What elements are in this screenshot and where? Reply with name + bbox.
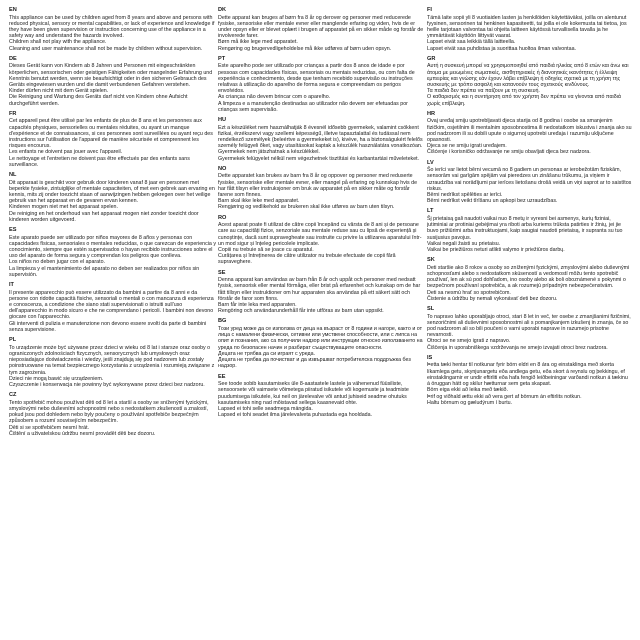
language-section-se: [218, 270, 425, 315]
language-code: HU: [218, 117, 227, 124]
language-code: NL: [9, 172, 17, 179]
warning-text: Este aparato puede ser utilizado por niños mayores de 8 años y personas con capacidades físicas, sensoriales o mentales reducidas, o que carezcan de experiencia y conocimiento, siempre que estén supervisados o hayan recibido instrucciones sobre el uso del aparato de forma segura y comprendan los peligros que conlleva. Los niños no deben jugar con el aparato. La limpieza y el mantenimiento del aparato no deben ser realizados por niños sin supervisión.: [9, 234, 216, 278]
column-middle: [218, 7, 425, 635]
language-section-hr: [427, 111, 632, 156]
language-code: PT: [218, 55, 226, 62]
language-section-lv: [427, 160, 632, 205]
language-code: DK: [218, 7, 227, 13]
language-section-ee: [218, 374, 425, 419]
language-section-fr: [9, 111, 216, 168]
warning-text: Denna apparat kan användas av barn från 8 år och uppåt och personer med nedsatt fysisk, sensorisk eller mental förmåga, eller brist på erfarenhet och kunskap om de har fått tillsyn eller instruktioner om hur apparaten ska användas på ett säkert sätt och förstår de faror som finns. Barn får inte leka med apparaten. Rengöring och användarunderhåll får inte utföras av barn utan uppsikt.: [218, 277, 421, 315]
language-section-de: [9, 56, 216, 107]
language-section-no: [218, 166, 425, 211]
warning-text: This appliance can be used by children aged from 8 years and above and persons with reduced physical, sensory or mental capabilities, or lack of experience and knowledge if they have been given supervision or instruction concerning use of the appliance in a safety way and understand the hazards involved. Children shall not play with the appliance. Cleaning and user maintenance shall not be made by children without supervision.: [9, 14, 215, 52]
language-code: SE: [218, 269, 226, 276]
language-code: GR: [427, 55, 436, 62]
language-section-pl: [9, 337, 216, 388]
warning-text: Dette apparatet kan brukes av barn fra 8 år og oppover og personer med reduserte fysiske, sensoriske eller mentale evner, eller mangel på erfaring og kunnskap hvis de har fått tilsyn eller instruksjoner om bruk av apparatet på en sikker måte og forstår farene som finnes. Barn skal ikke leke med apparatet. Rengjøring og vedlikehold av brukeren skal ikke utføres av barn uten tilsyn.: [218, 173, 418, 211]
language-code: IT: [9, 282, 14, 289]
warning-text: Dit apparaat is geschikt voor gebruik door kinderen vanaf 8 jaar en personen met beperkte fysieke, zintuiglijke of mentale capaciteiten, of met een gebrek aan ervaring en kennis, mits zij onder toezicht staan of aanwijzingen hebben gekregen over het veilige gebruik van het apparaat en de gevaren ervan kennen. Kinderen mogen niet met het apparaat spelen. De reiniging en het onderhoud van het apparaat mogen niet zonder toezicht door kinderen worden uitgevoerd.: [9, 179, 215, 223]
language-code: ES: [9, 227, 17, 234]
language-section-hu: [218, 117, 425, 162]
warning-text: Dieses Gerät kann von Kindern ab 8 Jahren und Personen mit eingeschränkten körperlichen, sensorischen oder geistigen Fähigkeiten oder mangelnder Erfahrung und Kenntnis benutzt werden, wenn sie beaufsichtigt oder in den sicheren Gebrauch des Geräts eingewiesen wurden und die damit verbundenen Gefahren verstehen. Kinder dürfen nicht mit dem Gerät spielen. Die Reinigung und Wartung des Geräts darf nicht von Kindern ohne Aufsicht durchgeführt werden.: [9, 63, 213, 107]
language-code: BG: [218, 318, 227, 325]
instruction-page: [9, 7, 633, 635]
language-code: DE: [9, 55, 17, 62]
warning-text: See toode sobib kasutamiseks üle 8-aastastele lastele ja vähenenud füüsiliste, sensoorsete või vaimsete võimetega piiratud isikutele või kogemuste ja teadmiste puudumisega isikutele, kui neil on järelevalve või antud juhiseid seadme ohutuks kasutamiseks ning nad mõistavad sellega kaasnevaid ohte. Lapsed ei tohi selle seadmega mängida. Lapsed ei tohi seadet ilma järelevalveta puhastada ega hooldada.: [218, 381, 409, 419]
warning-text: Dette apparat kan bruges af børn fra 8 år og derover og personer med reducerede fysiske, sensoriske eller mentale evner eller manglende erfaring og viden, hvis de er under opsyn eller er blevet oplært i brugen af apparatet på en sikker måde og forstår de involverede farer. Børn må ikke lege med apparatet. Rengøring og brugervedligeholdelse må ikke udføres af børn uden opsyn.: [218, 14, 424, 52]
language-section-pt: [218, 56, 425, 113]
column-left: [9, 7, 216, 635]
language-section-it: [9, 282, 216, 333]
language-section-dk: [218, 7, 425, 52]
warning-text: Tento spotřebič mohou používat děti od 8 let a starší a osoby se sníženými fyzickými, smyslovými nebo duševními schopnostmi nebo s nedostatkem zkušeností a znalostí, pokud jsou pod dohledem nebo byly poučeny o používání spotřebiče bezpečným způsobem a rozumí souvisejícím nebezpečím. Děti si se spotřebičem nesmí hrát. Čištění a uživatelskou údržbu nesmí provádět děti bez dozoru.: [9, 399, 209, 437]
language-section-es: [9, 227, 216, 278]
warning-text: Il presente apparecchio può essere utilizzato da bambini a partire da 8 anni e da persone con ridotte capacità fisiche, sensoriali o mentali o con mancanza di esperienza e conoscenza, a condizione che siano stati supervisionati o istruiti sull'uso dell'apparecchio in modo sicuro e che ne comprendano i pericoli. I bambini non devono giocare con l'apparecchio. Gli interventi di pulizia e manutenzione non devono essere svolti da parte di bambini senza supervisione.: [9, 289, 214, 333]
language-code: FR: [9, 110, 17, 117]
language-code: LV: [427, 159, 434, 166]
language-section-fi: [427, 7, 632, 52]
language-section-cz: [9, 392, 216, 437]
language-section-sl: [427, 306, 632, 351]
language-code: SL: [427, 306, 435, 313]
language-code: EN: [9, 7, 17, 13]
language-section-nl: [9, 172, 216, 223]
column-right: [427, 7, 632, 635]
language-code: PL: [9, 337, 17, 344]
warning-text: Ezt a készüléket nem használhatják 8 évesnél idősebb gyermekek, valamint csökkent fizikai, érzékszervi vagy szellemi képességű, illetve tapasztalattal és tudással nem rendelkező személyek (beleértve a gyermekeket is), kivéve, ha a biztonságukért felelős személy felügyeli őket, vagy utasításokat kaptak a készülék használatára vonatkozóan. Gyermekek nem játszhatnak a készülékkel. Gyermekek felügyelet nélkül nem végezhetnek tisztítási és karbantartási műveleteket.: [218, 124, 423, 162]
warning-text: Šį prietaisą gali naudoti vaikai nuo 8 metų ir vyresni bei asmenys, kurių fiziniai, jutiminiai ar protiniai gebėjimai yra riboti arba kuriems trūksta patirties ir žinių, jei jie buvo prižiūrimi arba instruktuojami, kaip saugiai naudoti prietaisą, ir supranta su tuo susijusius pavojus. Vaikai negali žaisti su prietaisu. Vaikai be priežiūros neturi atlikti valymo ir priežiūros darbų.: [427, 216, 623, 254]
warning-text: Deti staršie ako 8 rokov a osoby so zníženými fyzickými, zmyslovými alebo duševnými schopnosťami alebo s nedostatkom skúseností a vedomostí môžu tento spotrebič používať, len ak sú pod dohľadom, ino osoby alebo ak boli oboznámené s pokynmi o bezpečnom používaní spotrebiča, a ak rozumejú prípadným nebezpečenstvám. Deti sa nesmú hrať so spotrebičom. Čistenie a údržbu by nemali vykonávať deti bez dozoru.: [427, 264, 630, 302]
warning-text: Cet appareil peut être utilisé par les enfants de plus de 8 ans et les personnes aux capacités physiques, sensorielles ou mentales réduites, ou ayant un manque d'expérience et de connaissances, si ces personnes sont surveillées ou ayant reçu des instructions sur l'utilisation de l'appareil de manière sécurisée et comprennent les risques encourus. Les enfants ne doivent pas jouer avec l'appareil. Le nettoyage et l'entretien ne doivent pas être effectués par des enfants sans surveillance.: [9, 118, 213, 168]
warning-text: Acest aparat poate fi utilizat de către copii începând cu vârsta de 8 ani și de persoane care au capacități fizice, senzoriale sau mentale reduse sau cu lipsă de experiență și cunoștințe, dacă sunt supravegheate sau instruite cu privire la utilizarea aparatului într-un mod sigur și înțeleg pericolele implicate. Copiii nu trebuie să se joace cu aparatul. Curățarea și întreținerea de către utilizator nu trebuie efectuate de copii fără supraveghere.: [218, 222, 422, 266]
warning-text: Este aparelho pode ser utilizado por crianças a partir dos 8 anos de idade e por pessoas com capacidades físicas, sensoriais ou mentais reduzidas, ou com falta de experiência e conhecimento, desde que tenham recebido supervisão ou instruções relativas à utilização do aparelho de forma segura e compreendam os perigos envolvidos. As crianças não devem brincar com o aparelho. A limpeza e a manutenção destinadas ao utilizador não devem ser efetuadas por crianças sem supervisão.: [218, 63, 415, 113]
language-code: HR: [427, 110, 436, 117]
warning-text: Ovaj uređaj smiju upotrebljavati djeca starija od 8 godina i osobe sa smanjenim fizičkim, osjetilnim ili mentalnim sposobnostima ili nedostatkom iskustva i znanja ako su pod nadzorom ili su dobili upute o sigurnoj upotrebi uređaja i razumiju uključene opasnosti. Djeca se ne smiju igrati uređajem. Čišćenje i korisničko održavanje ne smiju obavljati djeca bez nadzora.: [427, 118, 632, 156]
language-code: IS: [427, 354, 433, 361]
language-section-bg: [218, 318, 425, 369]
language-section-en: [9, 7, 216, 52]
warning-text: Αυτή η συσκευή μπορεί να χρησιμοποιηθεί από παιδιά ηλικίας από 8 ετών και άνω και άτομα με μειωμένες σωματικές, αισθητηριακές ή διανοητικές ικανότητες ή έλλειψη εμπειρίας και γνώσης εάν έχουν λάβει επίβλεψη ή οδηγίες σχετικά με τη χρήση της συσκευής με τρόπο ασφαλή και κατανοούν τους σχετικούς κινδύνους. Τα παιδιά δεν πρέπει να παίζουν με τη συσκευή. Ο καθαρισμός και η συντήρηση από τον χρήστη δεν πρέπει να γίνονται από παιδιά χωρίς επίβλεψη.: [427, 63, 629, 107]
language-code: LT: [427, 208, 434, 215]
language-section-is: [427, 355, 632, 406]
language-section-gr: [427, 56, 632, 107]
warning-text: Този уред може да се използва от деца на възраст от 8 години и нагоре, както и от лица с намалени физически, сетивни или умствени способности, или с липса на опит и познания, ако са получили надзор или инструкции относно използването на уреда по безопасен начин и разбират съществуващите опасности. Децата не трябва да си играят с уреда. Децата не трябва да почистват и да извършват потребителска поддръжка без надзор.: [218, 326, 423, 370]
language-section-lt: [427, 208, 632, 253]
language-code: FI: [427, 7, 432, 13]
language-code: EE: [218, 373, 226, 380]
language-code: SK: [427, 257, 435, 264]
language-code: RO: [218, 214, 227, 221]
language-code: CZ: [9, 392, 17, 399]
warning-text: To napravo lahko uporabljajo otroci, stari 8 let in več, ter osebe z zmanjšanimi fizičnimi, senzoričnimi ali duševnimi sposobnostmi ali s pomanjkanjem izkušenj in znanja, če so pod nadzorom ali so bili poučeni o varni uporabi naprave in razumejo prisotne nevarnosti. Otroci se ne smejo igrati z napravo. Čiščenja in uporabniškega vzdrževanja ne smejo izvajati otroci brez nadzora.: [427, 313, 631, 351]
language-section-sk: [427, 257, 632, 302]
warning-text: Šo ierīci var lietot bērni vecumā no 8 gadiem un personas ar ierobežotām fiziskām, sensorām vai garīgām spējām vai pieredzes un zināšanu trūkumu, ja viņiem ir uzraudzība vai norādījumi par ierīces lietošanu drošā veidā un viņi saprot ar to saistītos riskus. Bērni nedrīkst spēlēties ar ierīci. Bērni nedrīkst veikt tīrīšanu un apkopi bez uzraudzības.: [427, 167, 632, 205]
warning-text: To urządzenie może być używane przez dzieci w wieku od 8 lat i starsze oraz osoby o ograniczonych zdolnościach fizycznych, sensorycznych lub umysłowych oraz nieposiadające doświadczenia i wiedzy, jeśli znajdują się pod nadzorem lub zostały poinstruowane na temat bezpiecznego korzystania z urządzenia i rozumieją związane z tym zagrożenia. Dzieci nie mogą bawić się urządzeniem. Czyszczenie i konserwacja nie powinny być wykonywane przez dzieci bez nadzoru.: [9, 344, 215, 388]
language-code: NO: [218, 165, 227, 172]
warning-text: Tämä laite sopii yli 8 vuotiaiden lasten ja henkilöiden käytettäväksi, joilla on alentunut fyysinen, sensorinen tai henkinen kapasiteetti, tai joilla ei ole kokemusta tai tietoa, jos heille tarjotaan valvontaa tai ohjeita laitteen käytössä turvallisella tavalla ja he ymmärtävät käyttöön liittyvät vaarat. Lapset eivät saa leikkiä tällä laitteella. Lapset eivät saa puhdistaa ja suorittaa huoltoa ilman valvontaa.: [427, 14, 627, 52]
language-section-ro: [218, 215, 425, 266]
warning-text: Þetta tæki hentar til notkunar fyrir börn eldri en 8 ára og einstaklinga með skerta líkamlega getu, skynjunargetu eða andlega getu, eða skort á reynslu og þekkingu, ef einstaklingarnir er undir eftirliti eða hafa fengið leiðbeiningar varðandi notkun á tækinu á öruggan hátt og skilur hætturnar sem geta skapast. Börn eiga ekki að leika með tækið. Þrif og viðhald ættu ekki að vera gert af börnum án eftirlits notkun. Haltu börnum og gæludýrum í burtu.: [427, 362, 628, 406]
